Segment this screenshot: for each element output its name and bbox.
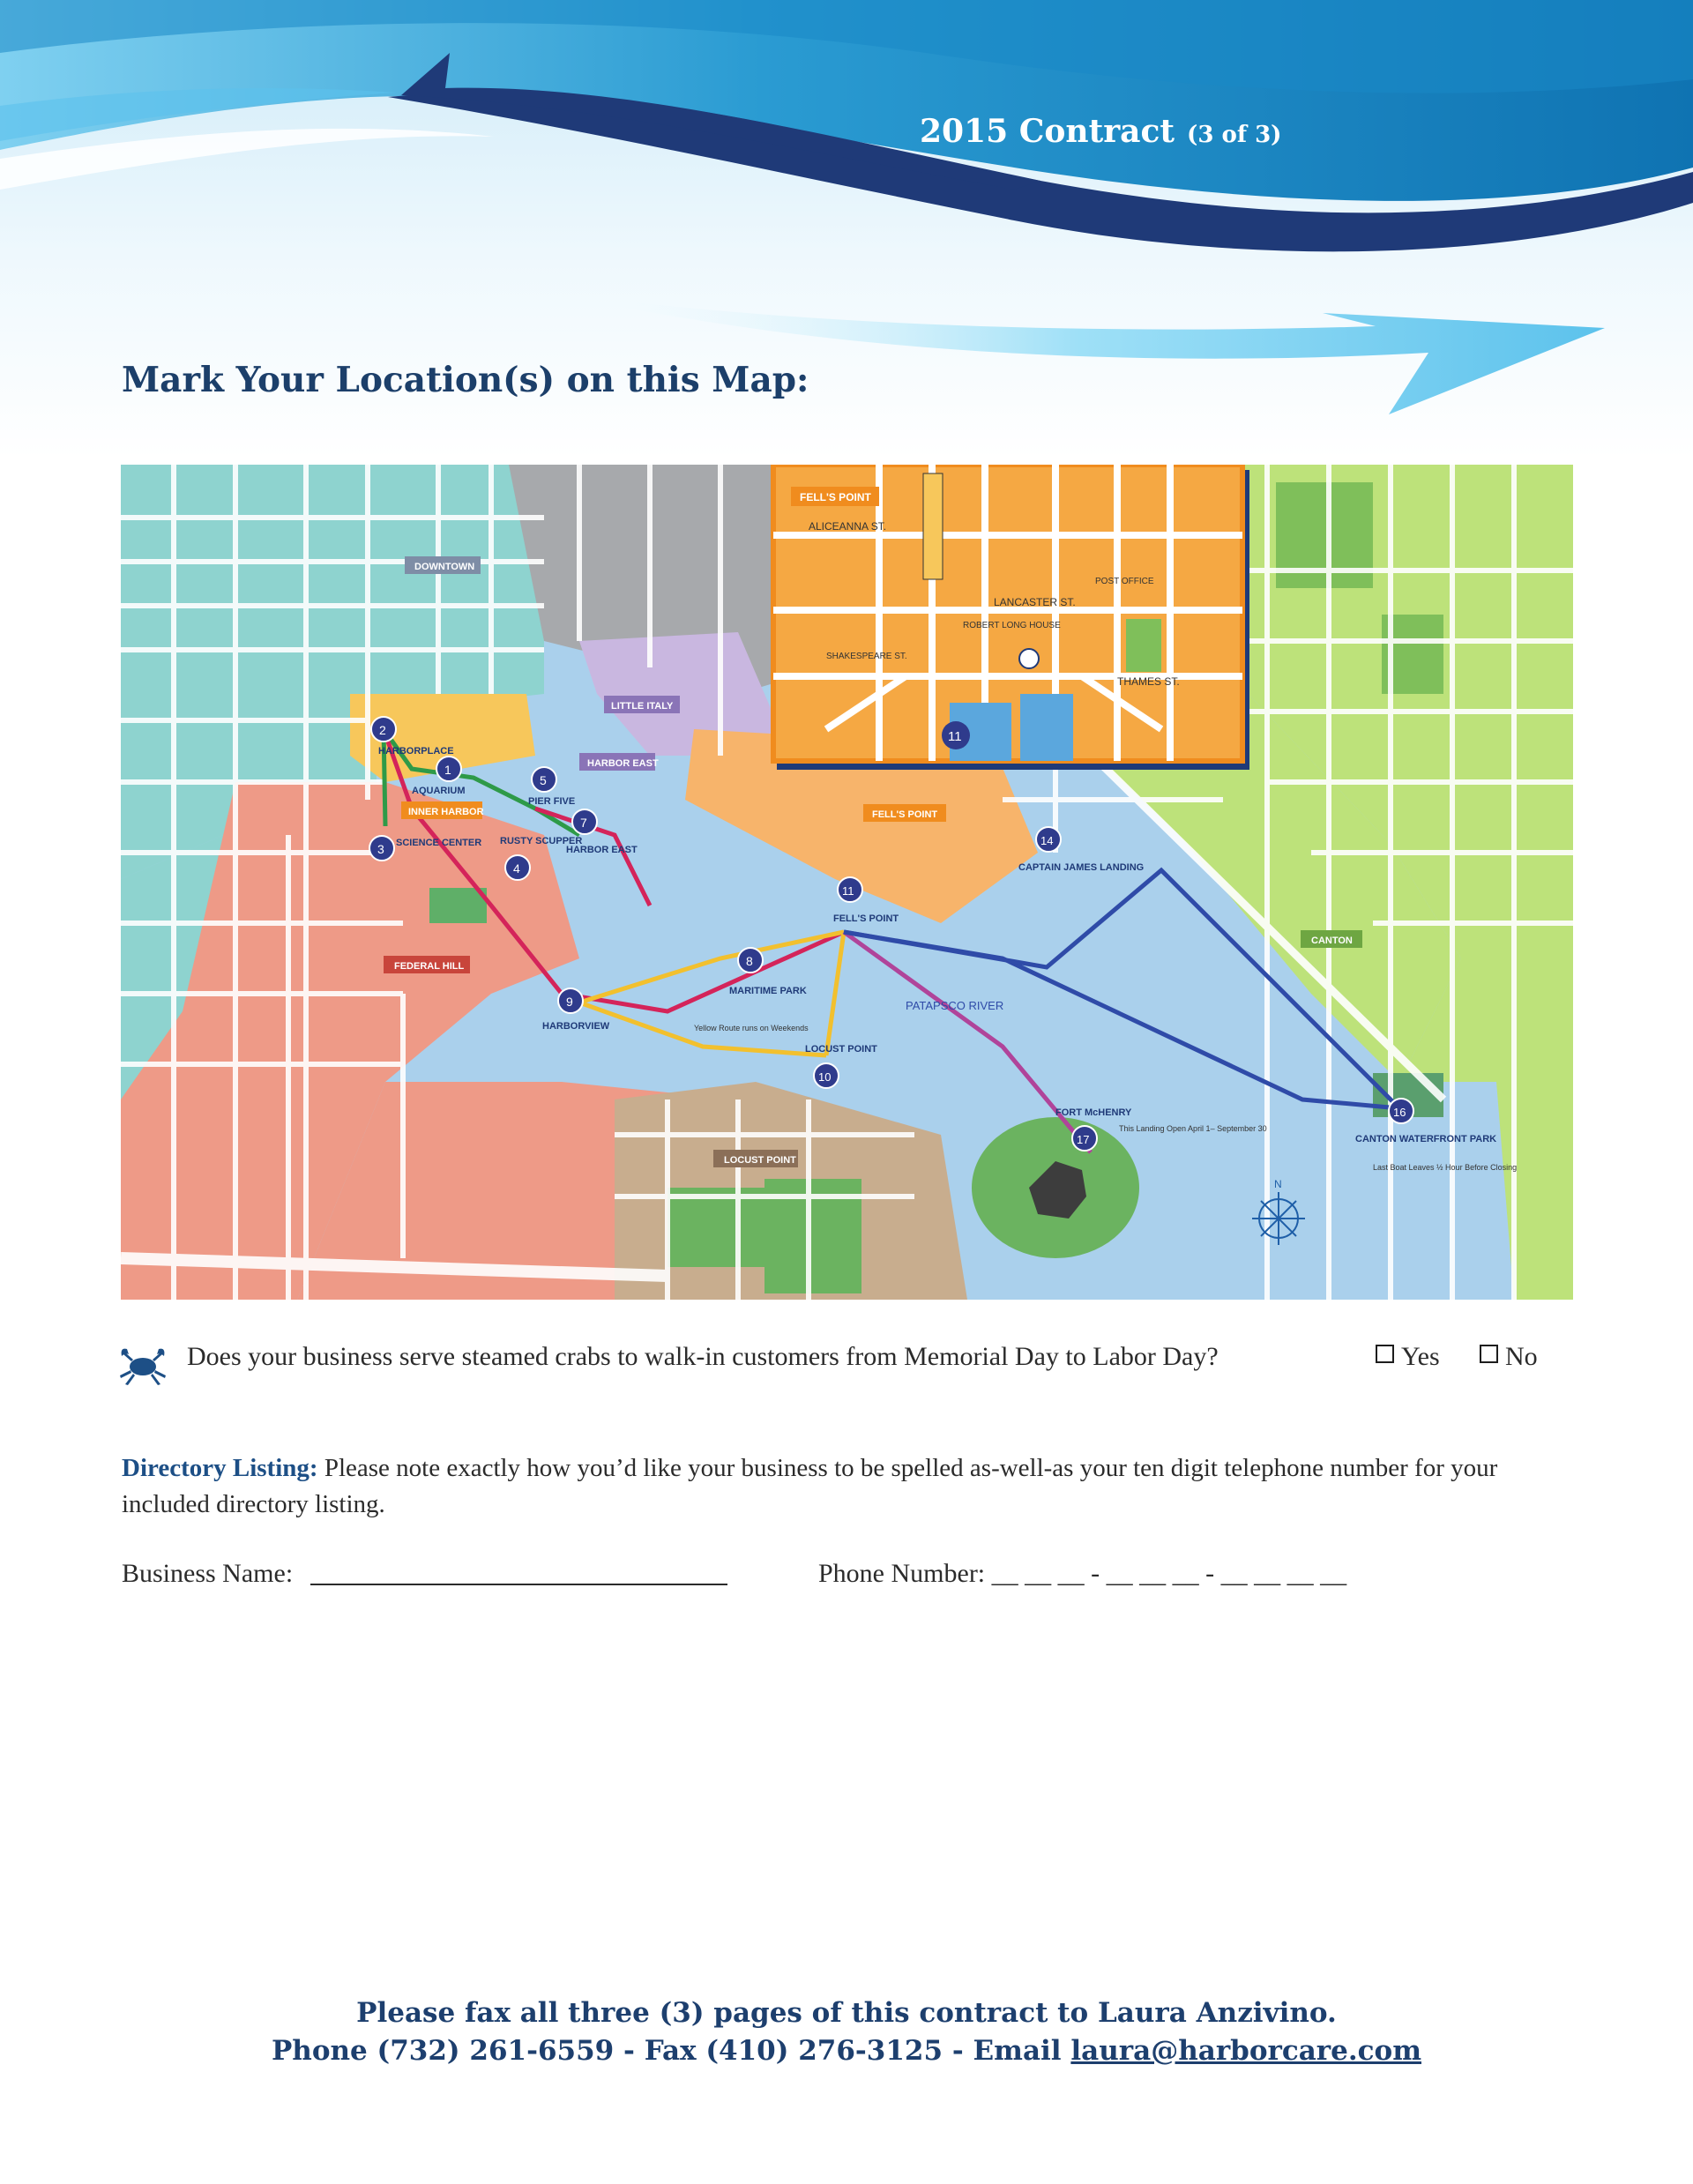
footer-contact [0,1994,1693,2070]
svg-text:This Landing Open April 1– Sep: This Landing Open April 1– September 30 [1119,1124,1267,1133]
phone-number-blanks[interactable]: __ __ __ - __ __ __ - __ __ __ __ [991,1559,1347,1588]
footer-line-fax: Please fax all three (3) pages of this contract to Laura Anzivino. [356,1997,1337,2029]
map-heading: Mark Your Location(s) on this Map: [122,360,809,400]
crab-icon [115,1337,171,1390]
crab-question-text: Does your business serve steamed crabs to walk-in customers from Memorial Day to Labor Day? [187,1342,1219,1371]
yes-label: Yes [1401,1342,1440,1371]
svg-text:HARBOR EAST: HARBOR EAST [566,845,638,855]
crab-question-row [115,1337,1578,1390]
svg-text:CAPTAIN JAMES LANDING: CAPTAIN JAMES LANDING [1018,862,1145,873]
svg-text:LANCASTER ST.: LANCASTER ST. [994,596,1076,608]
svg-text:ROBERT LONG HOUSE: ROBERT LONG HOUSE [963,621,1061,630]
no-option[interactable] [1480,1342,1538,1372]
svg-text:Last Boat Leaves ½ Hour Before: Last Boat Leaves ½ Hour Before Closing [1373,1163,1518,1172]
svg-text:HARBORVIEW: HARBORVIEW [542,1021,610,1032]
business-name-label: Business Name: [122,1559,294,1588]
harbor-map[interactable] [121,465,1573,1300]
svg-text:MARITIME PARK: MARITIME PARK [729,986,807,996]
svg-text:THAMES ST.: THAMES ST. [1117,675,1180,688]
svg-text:FELL'S POINT: FELL'S POINT [872,809,938,820]
svg-text:FORT McHENRY: FORT McHENRY [1055,1107,1132,1118]
footer-phone-fax: Phone (732) 261-6559 - Fax (410) 276-3125 - Email [271,2035,1071,2067]
svg-text:17: 17 [1077,1133,1090,1146]
svg-text:10: 10 [818,1070,832,1084]
svg-text:11: 11 [948,729,962,744]
directory-listing-label: Directory Listing: [122,1454,318,1482]
business-name-line[interactable] [310,1561,727,1585]
svg-text:LITTLE ITALY: LITTLE ITALY [611,701,674,712]
no-label: No [1505,1342,1538,1371]
email-link[interactable]: laura@harborcare.com [1070,2035,1422,2067]
directory-listing-paragraph [122,1450,1568,1523]
svg-text:14: 14 [1040,834,1054,847]
svg-text:16: 16 [1393,1106,1406,1119]
svg-text:PIER FIVE: PIER FIVE [528,796,576,807]
svg-text:1: 1 [444,763,451,777]
svg-text:Yellow Route runs on Weekends: Yellow Route runs on Weekends [694,1024,809,1032]
svg-text:HARBOR EAST: HARBOR EAST [587,758,659,769]
svg-text:FEDERAL HILL: FEDERAL HILL [394,961,465,972]
svg-text:7: 7 [580,816,587,830]
svg-text:RUSTY SCUPPER: RUSTY SCUPPER [500,836,583,846]
no-checkbox[interactable] [1480,1345,1498,1363]
svg-text:POST OFFICE: POST OFFICE [1095,577,1154,586]
svg-text:3: 3 [377,842,384,856]
business-name-field[interactable] [122,1559,727,1589]
svg-text:CANTON WATERFRONT PARK: CANTON WATERFRONT PARK [1355,1134,1497,1144]
svg-text:FELL'S POINT: FELL'S POINT [800,491,871,503]
svg-text:5: 5 [540,773,547,787]
fells-point-inset [773,465,1249,770]
harbor-map-drawing [121,465,1573,1300]
svg-text:PATAPSCO RIVER: PATAPSCO RIVER [906,999,1004,1012]
phone-number-field[interactable] [818,1559,1346,1589]
svg-text:ALICEANNA ST.: ALICEANNA ST. [809,520,887,533]
yes-option[interactable] [1376,1342,1440,1372]
page-indicator: (3 of 3) [1187,122,1282,148]
contract-title-text: 2015 Contract [920,113,1175,150]
svg-text:FELL'S POINT: FELL'S POINT [833,913,899,924]
svg-text:CANTON: CANTON [1311,935,1353,946]
svg-text:AQUARIUM: AQUARIUM [412,786,466,796]
contract-title [920,113,1281,150]
svg-text:LOCUST POINT: LOCUST POINT [724,1155,796,1166]
svg-text:11: 11 [842,884,854,898]
svg-text:HARBORPLACE: HARBORPLACE [378,746,454,757]
svg-text:INNER HARBOR: INNER HARBOR [408,807,484,817]
footer-line-contact [0,2032,1693,2070]
svg-text:N: N [1274,1178,1282,1190]
svg-text:LOCUST POINT: LOCUST POINT [805,1044,877,1055]
phone-number-label: Phone Number: [818,1559,986,1588]
svg-text:SHAKESPEARE ST.: SHAKESPEARE ST. [826,652,907,661]
svg-text:2: 2 [379,723,386,737]
svg-text:4: 4 [513,861,520,876]
svg-text:9: 9 [566,995,573,1009]
svg-text:8: 8 [746,954,753,968]
directory-listing-text: Please note exactly how you’d like your business to be spelled as-well-as your ten digit telephone number for your included directory listing. [122,1454,1498,1518]
svg-text:DOWNTOWN: DOWNTOWN [414,562,475,572]
yes-checkbox[interactable] [1376,1345,1394,1363]
svg-text:SCIENCE CENTER: SCIENCE CENTER [396,838,482,848]
